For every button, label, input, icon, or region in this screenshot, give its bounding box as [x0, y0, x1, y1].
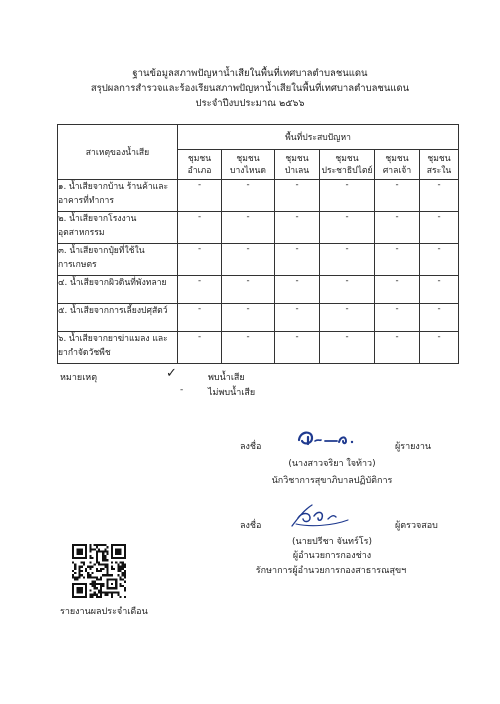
status-cell: -	[320, 244, 375, 276]
community-header-line-2: ป่าเลน	[284, 165, 310, 176]
checker-position-2: รักษาการผู้อำนวยการกองสาธารณสุขฯ	[255, 566, 407, 576]
status-cell: -	[420, 332, 459, 364]
cause-cell	[58, 180, 178, 212]
table-row	[58, 180, 459, 212]
status-cell: -	[375, 180, 420, 212]
checker-role: ผู้ตรวจสอบ	[395, 521, 438, 531]
community-header-line-1: ชุมชน	[427, 153, 451, 164]
cause-text-line: ๔. น้ำเสียจากผิวดินที่พังทลาย	[58, 278, 167, 288]
cause-text-line: ๑. น้ำเสียจากบ้าน ร้านค้าและ	[58, 182, 169, 192]
status-cell: -	[320, 304, 375, 332]
status-cell: -	[420, 180, 459, 212]
community-header-line-1: ชุมชน	[187, 153, 212, 164]
status-cell: -	[420, 244, 459, 276]
table-row	[58, 212, 459, 244]
table-row	[58, 332, 459, 364]
status-cell: -	[375, 332, 420, 364]
status-cell: -	[178, 332, 222, 364]
cause-text-line: อุตสาหกรรม	[58, 228, 105, 238]
area-header: พื้นที่ประสบปัญหา	[178, 125, 459, 150]
legend-found-text: พบน้ำเสีย	[208, 373, 245, 383]
status-cell: -	[275, 180, 320, 212]
cause-cell	[58, 244, 178, 276]
status-cell: -	[275, 304, 320, 332]
status-cell: -	[320, 180, 375, 212]
cause-cell	[58, 332, 178, 364]
report-header	[0, 66, 500, 111]
header-line-3: ประจำปีงบประมาณ ๒๕๖๖	[195, 98, 305, 109]
community-header-line-1: ชุมชน	[335, 153, 359, 164]
status-cell: -	[375, 276, 420, 304]
community-header	[320, 150, 375, 180]
cause-header: สาเหตุของน้ำเสีย	[58, 125, 178, 180]
community-header	[222, 150, 275, 180]
status-cell: -	[275, 244, 320, 276]
reporter-role: ผู้รายงาน	[395, 442, 432, 452]
cause-text-line: ๒. น้ำเสียจากโรงงาน	[58, 214, 137, 224]
community-header-line-1: ชุมชน	[285, 153, 309, 164]
status-cell: -	[420, 304, 459, 332]
status-cell: -	[178, 304, 222, 332]
status-cell: -	[178, 244, 222, 276]
status-cell: -	[178, 212, 222, 244]
cause-text-line: ยากำจัดวัชพืช	[58, 348, 111, 358]
status-cell: -	[178, 276, 222, 304]
cause-text-line: ๖. น้ำเสียจากยาฆ่าแมลง และ	[58, 334, 168, 344]
status-cell: -	[222, 244, 275, 276]
checker-name: (นายปรีชา จันทร์โร)	[292, 537, 372, 547]
community-header-line-2: บางไหนด	[230, 165, 266, 176]
status-cell: -	[320, 276, 375, 304]
header-line-2: สรุปผลการสำรวจและร้องเรียนสภาพปัญหาน้ำเสียในพื้นที่เทศบาลตำบลชนแดน	[90, 83, 410, 94]
status-cell: -	[375, 212, 420, 244]
checkmark-icon: ✓	[166, 366, 177, 381]
legend	[60, 366, 280, 400]
reporter-sign-label: ลงชื่อ	[240, 442, 262, 452]
cause-cell	[58, 212, 178, 244]
dash-icon: -	[180, 385, 184, 395]
status-cell: -	[222, 332, 275, 364]
table-row	[58, 276, 459, 304]
cause-text-line: ๓. น้ำเสียจากปุ๋ยที่ใช้ใน	[58, 246, 145, 256]
status-cell: -	[375, 304, 420, 332]
community-header-line-2: สระใน	[426, 165, 452, 176]
community-header	[420, 150, 459, 180]
status-cell: -	[275, 332, 320, 364]
status-cell: -	[420, 212, 459, 244]
community-header	[178, 150, 222, 180]
status-cell: -	[178, 180, 222, 212]
cause-text-line: การเกษตร	[58, 260, 97, 270]
checker-sign-label: ลงชื่อ	[240, 521, 262, 531]
table-row	[58, 304, 459, 332]
community-header-line-1: ชุมชน	[385, 153, 409, 164]
table-row	[58, 244, 459, 276]
reporter-signature-image	[296, 428, 366, 450]
checker-signature-image	[288, 500, 364, 530]
community-header-line-1: ชุมชน	[236, 153, 260, 164]
status-cell: -	[222, 276, 275, 304]
checker-position-1: ผู้อำนวยการกองช่าง	[292, 551, 372, 561]
status-cell: -	[320, 332, 375, 364]
community-header-line-2: ศาลเจ้า	[382, 165, 412, 176]
status-cell: -	[275, 212, 320, 244]
community-header-line-2: อำเภอ	[187, 165, 212, 176]
cause-cell	[58, 304, 178, 332]
status-cell: -	[320, 212, 375, 244]
qr-code[interactable]	[72, 544, 126, 598]
cause-text-line: ๕. น้ำเสียจากการเลี้ยงปศุสัตว์	[58, 306, 168, 316]
legend-label: หมายเหตุ	[60, 373, 98, 383]
status-cell: -	[375, 244, 420, 276]
legend-not-found-text: ไม่พบน้ำเสีย	[208, 388, 256, 398]
community-header	[275, 150, 320, 180]
cause-cell	[58, 276, 178, 304]
footer-caption: รายงานผลประจำเดือน	[60, 607, 148, 617]
cause-text-line: อาคารที่ทำการ	[58, 196, 114, 206]
community-header	[375, 150, 420, 180]
wastewater-table	[57, 124, 459, 364]
reporter-name: (นางสาวจริยา ใจท้าว)	[288, 459, 376, 469]
status-cell: -	[420, 276, 459, 304]
community-header-line-2: ประชาธิปไตย์	[321, 165, 373, 176]
status-cell: -	[222, 304, 275, 332]
status-cell: -	[222, 180, 275, 212]
header-line-1: ฐานข้อมูลสภาพปัญหาน้ำเสียในพื้นที่เทศบาลตำบลชนแดน	[132, 68, 368, 79]
reporter-position: นักวิชาการสุขาภิบาลปฏิบัติการ	[271, 476, 393, 486]
status-cell: -	[275, 276, 320, 304]
status-cell: -	[222, 212, 275, 244]
